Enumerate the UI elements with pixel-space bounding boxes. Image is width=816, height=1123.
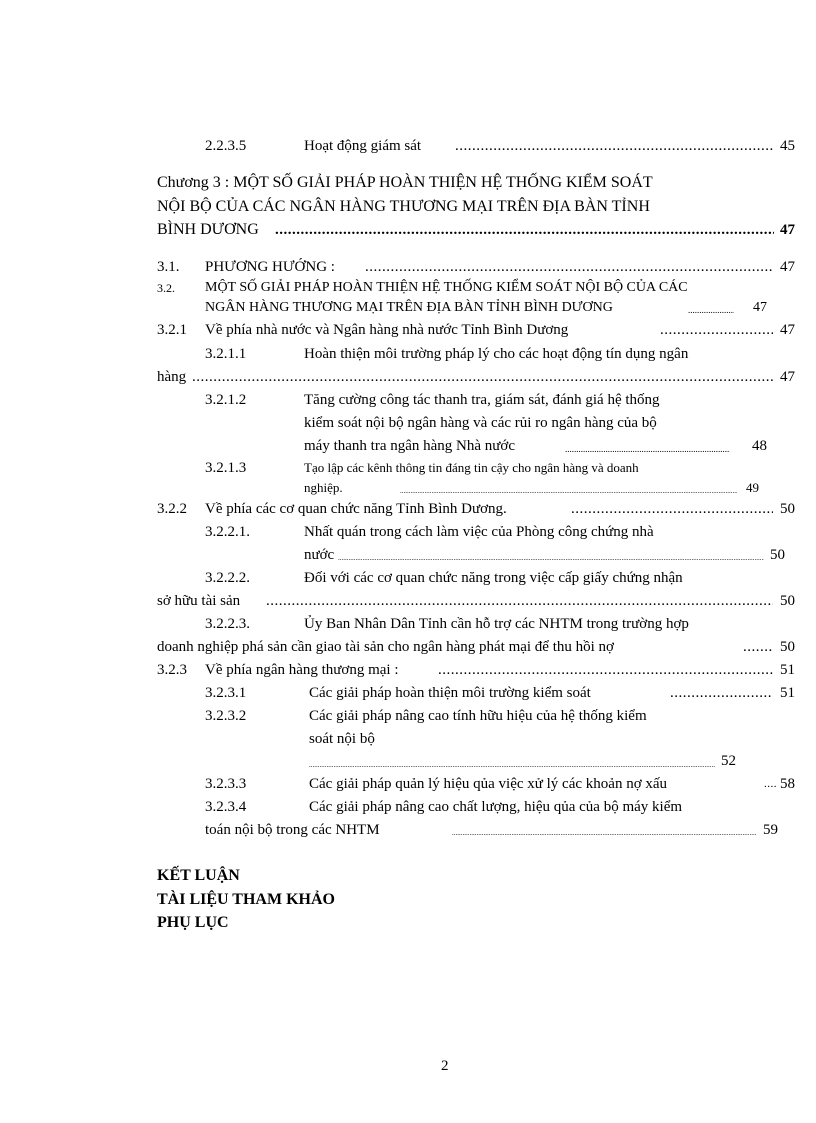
toc-entry-number: 3.2.1.1: [205, 346, 247, 362]
toc-entry-number: 3.2.3.2: [205, 708, 247, 724]
toc-entry-title: hàng: [157, 369, 187, 385]
toc-leader: [275, 221, 774, 239]
toc-leader: [660, 321, 773, 339]
toc-entry-number: 3.2.2: [157, 501, 187, 517]
toc-entry-title: NGÂN HÀNG THƯƠNG MẠI TRÊN ĐỊA BÀN TỈNH BÌNH DƯƠNG: [205, 300, 613, 315]
toc-entry-number: 3.2.3: [157, 662, 187, 678]
toc-leader: [365, 258, 773, 276]
toc-entry-number: 3.2.: [157, 281, 175, 295]
toc-leader: [743, 638, 773, 656]
toc-entry-title: toán nội bộ trong các NHTM: [205, 822, 380, 838]
toc-entry-page: 45: [780, 138, 795, 154]
chapter-heading-line: Chương 3 : MỘT SỐ GIẢI PHÁP HOÀN THIỆN HỆ THỐNG KIỂM SOÁT: [157, 174, 653, 191]
toc-entry-number: 3.2.3.1: [205, 685, 247, 701]
toc-entry-page: 47: [780, 259, 795, 275]
toc-entry-number: 2.2.3.5: [205, 138, 247, 154]
toc-entry-page: 47: [780, 322, 795, 338]
toc-entry-title: kiểm soát nội bộ ngân hàng và các rủi ro ngân hàng của bộ: [304, 415, 657, 431]
toc-entry-page: 59: [763, 822, 778, 838]
end-section-conclusion: KẾT LUẬN: [157, 867, 240, 884]
toc-entry-title: MỘT SỐ GIẢI PHÁP HOÀN THIỆN HỆ THỐNG KIỂM SOÁT NỘI BỘ CỦA CÁC: [205, 280, 688, 295]
toc-leader: [438, 661, 773, 679]
toc-entry-number: 3.1.: [157, 259, 180, 275]
toc-entry-number: 3.2.3.4: [205, 799, 247, 815]
toc-entry-number: 3.2.2.1.: [205, 524, 250, 540]
toc-entry-page: 49: [746, 480, 759, 495]
toc-entry-title: nghiệp.: [304, 480, 343, 495]
toc-entry-number: 3.2.1.2: [205, 392, 247, 408]
toc-entry-title: Các giải pháp nâng cao tính hữu hiệu của hệ thống kiểm: [309, 708, 647, 724]
toc-leader: [266, 592, 773, 610]
toc-entry-number: 3.2.1.3: [205, 460, 247, 476]
toc-entry-title: Về phía các cơ quan chức năng Tỉnh Bình Dương.: [205, 501, 507, 517]
toc-entry-title: doanh nghiệp phá sản cần giao tài sản cho ngân hàng phát mại để thu hồi nợ: [157, 639, 614, 655]
toc-leader: [688, 301, 734, 319]
toc-leader: [455, 137, 773, 155]
toc-entry-title: Ủy Ban Nhân Dân Tỉnh cần hỗ trợ các NHTM trong trường hợp: [304, 616, 689, 632]
toc-entry-title: nước: [304, 547, 335, 563]
toc-entry-number: 3.2.1: [157, 322, 187, 338]
toc-entry-title: Hoạt động giám sát: [304, 138, 422, 154]
toc-entry-title: Hoàn thiện môi trường pháp lý cho các hoạt động tín dụng ngân: [304, 346, 689, 362]
toc-entry-number: 3.2.2.3.: [205, 616, 250, 632]
toc-entry-title: sở hữu tài sản: [157, 593, 241, 609]
toc-entry-page: 58: [780, 776, 795, 792]
toc-leader: [571, 500, 773, 518]
end-section-references: TÀI LIỆU THAM KHẢO: [157, 891, 335, 908]
toc-entry-title: Về phía nhà nước và Ngân hàng nhà nước Tỉnh Bình Dương: [205, 322, 569, 338]
toc-leader: [452, 824, 757, 842]
toc-entry-title: Các giải pháp hoàn thiện môi trường kiểm soát: [309, 685, 591, 701]
toc-entry-page: 51: [780, 685, 795, 701]
chapter-heading-line: BÌNH DƯƠNG: [157, 221, 259, 238]
toc-entry-title: Đối với các cơ quan chức năng trong việc cấp giấy chứng nhận: [304, 570, 683, 586]
toc-entry-title: Các giải pháp quản lý hiệu qủa việc xử lý các khoản nợ xấu: [309, 776, 668, 792]
toc-entry-page: 47: [780, 369, 795, 385]
toc-entry-page: 52: [721, 753, 736, 769]
toc-entry-title: soát nội bộ: [309, 731, 375, 747]
toc-entry-page: 50: [780, 501, 795, 517]
toc-entry-page: 47: [753, 300, 767, 315]
toc-entry-page: 47: [780, 222, 795, 238]
toc-entry-title: Tạo lập các kênh thông tin đáng tin cậy cho ngân hàng và doanh: [304, 460, 639, 475]
toc-entry-page: 50: [780, 639, 795, 655]
toc-entry-title: Về phía ngân hàng thương mại :: [205, 662, 399, 678]
toc-leader: [400, 482, 737, 500]
page-number: 2: [441, 1058, 449, 1074]
toc-entry-page: 50: [770, 547, 785, 563]
toc-entry-page: 48: [752, 438, 767, 454]
toc-entry-page: 51: [780, 662, 795, 678]
end-section-appendix: PHỤ LỤC: [157, 914, 229, 931]
toc-entry-title: PHƯƠNG HƯỚNG :: [205, 259, 335, 275]
toc-leader: [338, 549, 764, 567]
toc-entry-title: Nhất quán trong cách làm việc của Phòng công chứng nhà: [304, 524, 654, 540]
toc-entry-page: 50: [780, 593, 795, 609]
toc-entry-number: 3.2.2.2.: [205, 570, 250, 586]
chapter-heading-line: NỘI BỘ CỦA CÁC NGÂN HÀNG THƯƠNG MẠI TRÊN ĐỊA BÀN TỈNH: [157, 198, 650, 215]
toc-entry-title: máy thanh tra ngân hàng Nhà nước: [304, 438, 515, 454]
toc-leader: [309, 756, 715, 774]
toc-entry-number: 3.2.3.3: [205, 776, 247, 792]
toc-entry-title: Tăng cường công tác thanh tra, giám sát, đánh giá hệ thống: [304, 392, 660, 408]
toc-leader: [565, 440, 730, 458]
toc-entry-title: Các giải pháp nâng cao chất lượng, hiệu qủa của bộ máy kiểm: [309, 799, 683, 815]
toc-leader: [670, 684, 773, 702]
toc-leader: [192, 368, 773, 386]
